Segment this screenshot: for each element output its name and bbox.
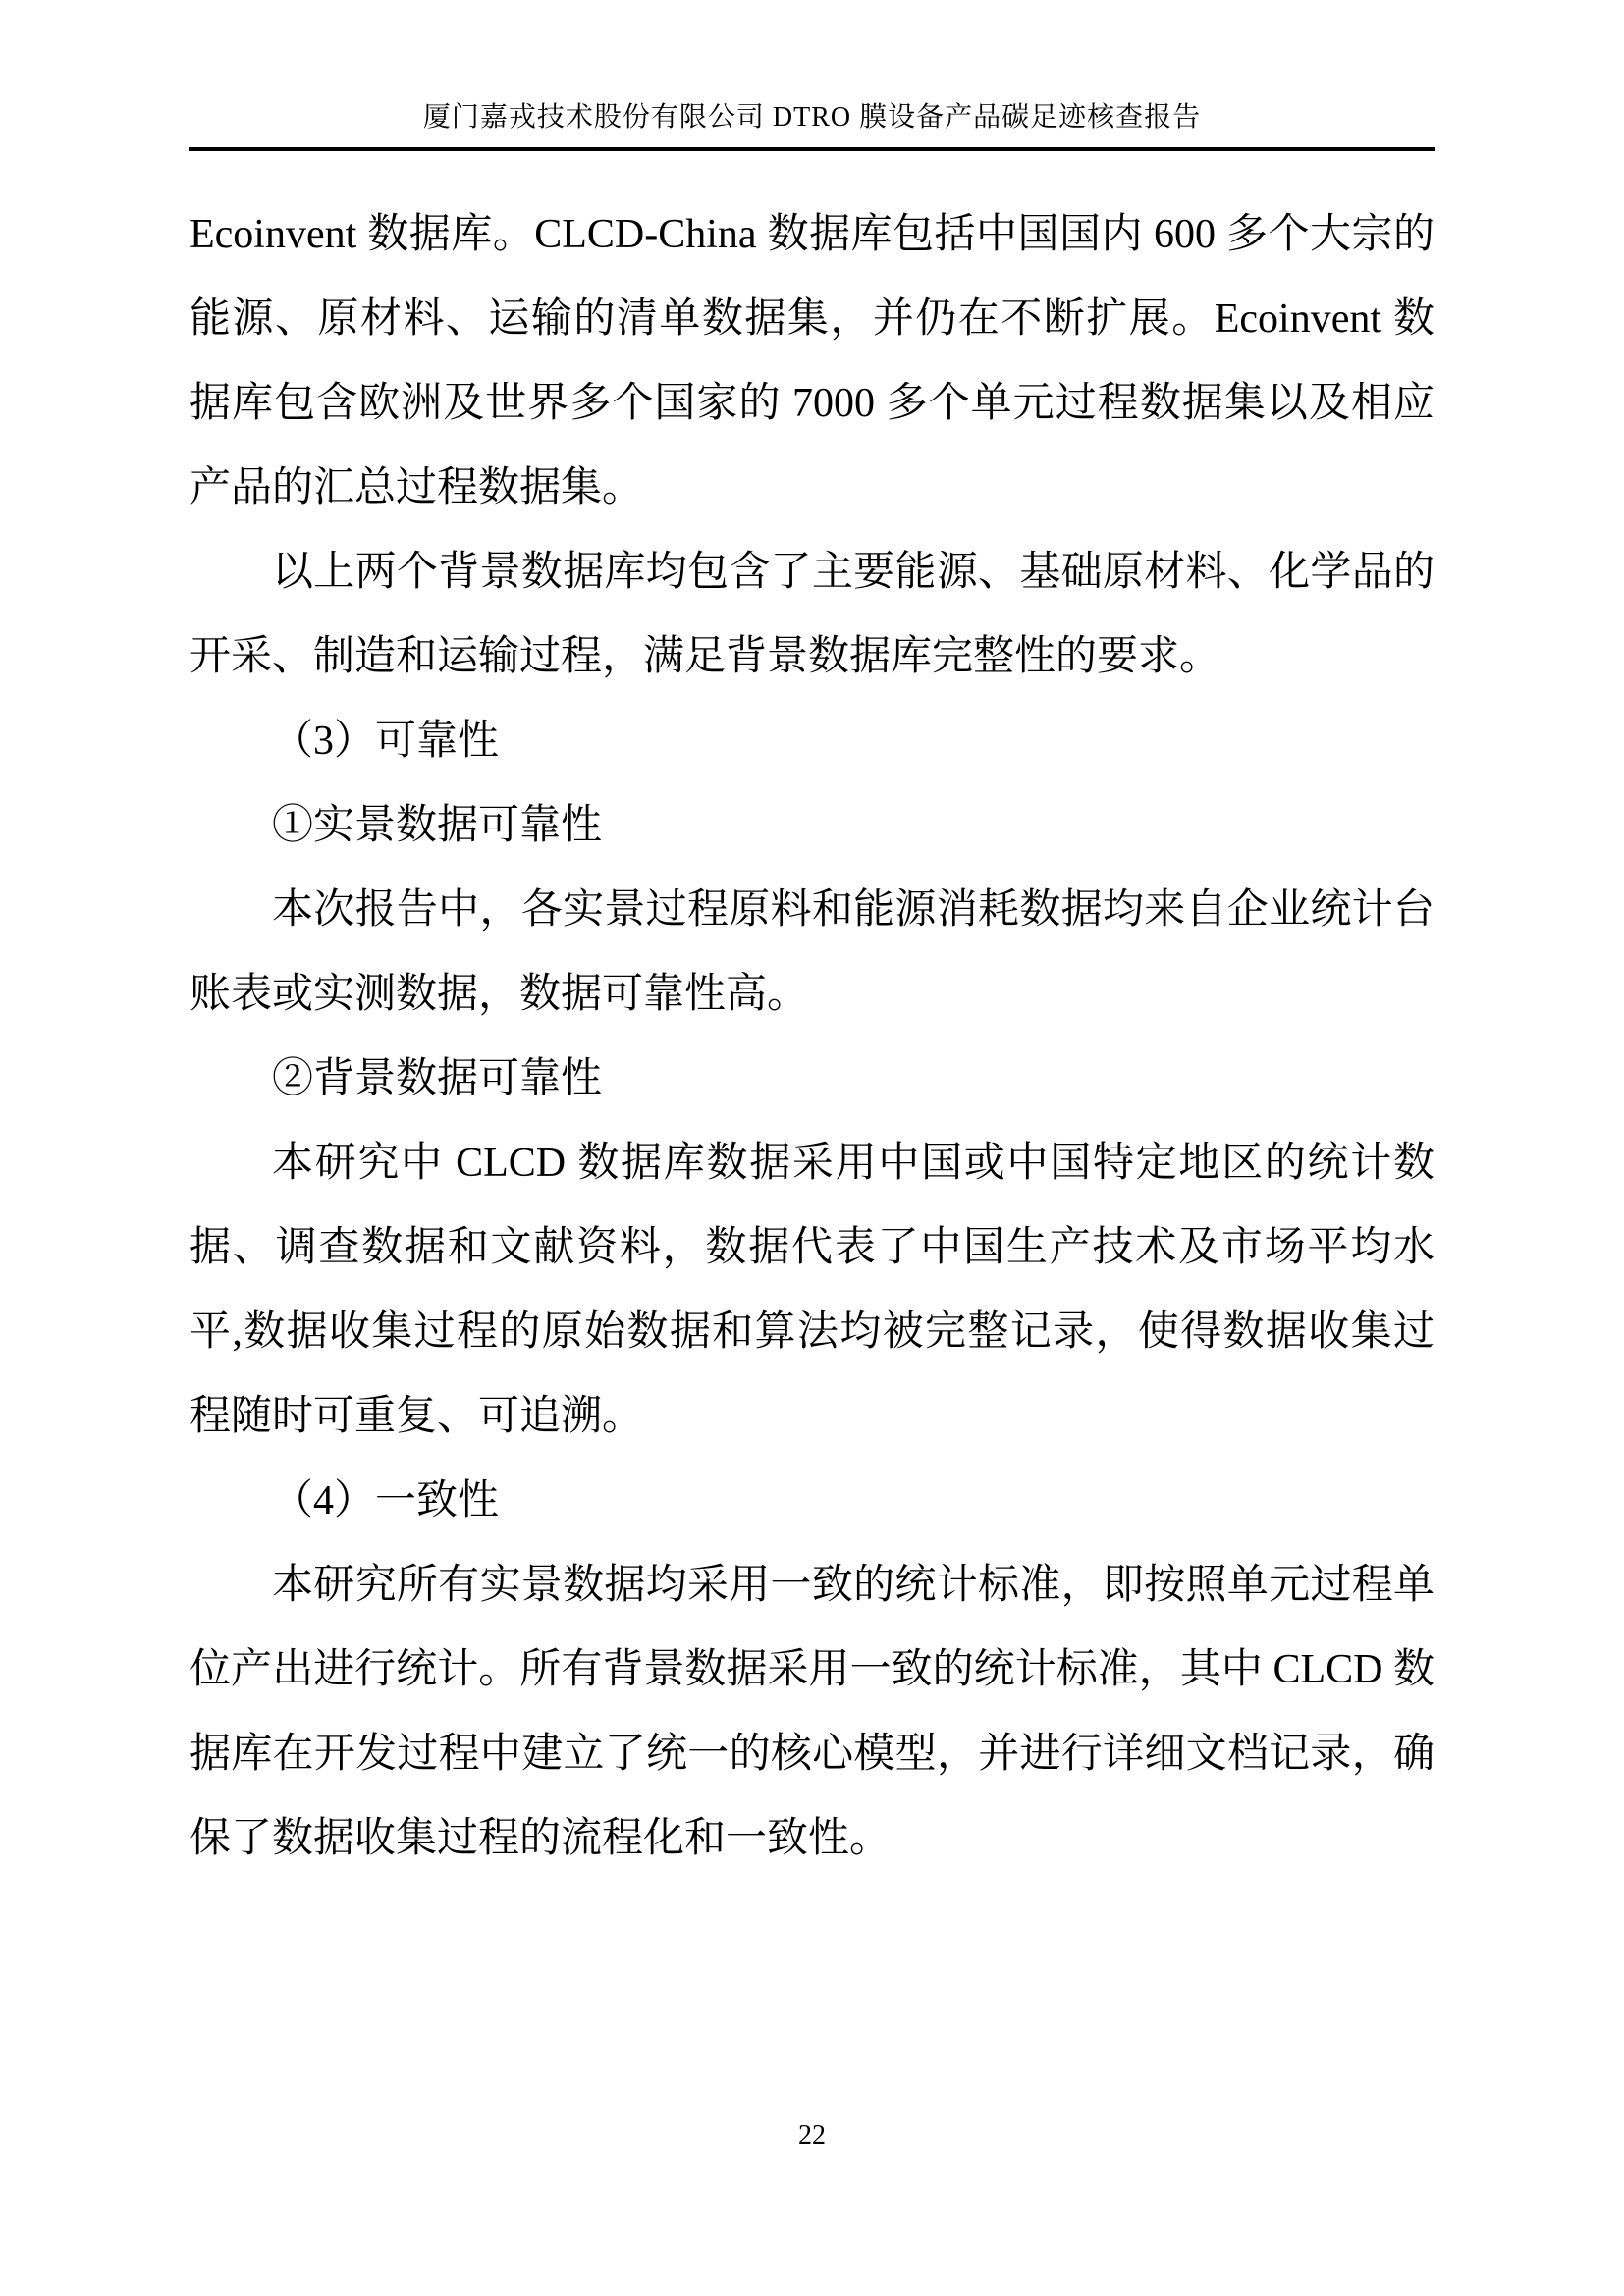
paragraph: Ecoinvent 数据库。CLCD-China 数据库包括中国国内 600 多个大宗的能源、原材料、运输的清单数据集，并仍在不断扩展。Ecoinvent 数据库包含欧洲及世界多个国家的 7000 多个单元过程数据集以及相应产品的汇总过程数据集。 — [189, 212, 1435, 510]
paragraph: ②背景数据可靠性 — [272, 1056, 603, 1101]
paragraph: 本次报告中，各实景过程原料和能源消耗数据均来自企业统计台账表或实测数据，数据可靠性高。 — [189, 887, 1435, 1017]
page-header — [189, 100, 1435, 151]
paragraph: ①实景数据可靠性 — [272, 803, 603, 848]
paragraph: （3）可靠性 — [272, 719, 500, 764]
header-title: 厦门嘉戎技术股份有限公司 DTRO 膜设备产品碳足迹核查报告 — [422, 102, 1202, 133]
paragraph: 本研究中 CLCD 数据库数据采用中国或中国特定地区的统计数据、调查数据和文献资料，数据代表了中国生产技术及市场平均水平,数据收集过程的原始数据和算法均被完整记录，使得数据收集过程随时可重复、可追溯。 — [189, 1141, 1435, 1439]
page-footer — [0, 2118, 1624, 2154]
document-body — [189, 192, 1435, 1881]
paragraph: 以上两个背景数据库均包含了主要能源、基础原材料、化学品的开采、制造和运输过程，满足背景数据库完整性的要求。 — [189, 550, 1435, 679]
paragraph: （4）一致性 — [272, 1478, 500, 1523]
paragraph: 本研究所有实景数据均采用一致的统计标准，即按照单元过程单位产出进行统计。所有背景数据采用一致的统计标准，其中 CLCD 数据库在开发过程中建立了统一的核心模型，并进行详细文档记录，确保了数据收集过程的流程化和一致性。 — [189, 1563, 1435, 1861]
page-number: 22 — [798, 2120, 826, 2151]
